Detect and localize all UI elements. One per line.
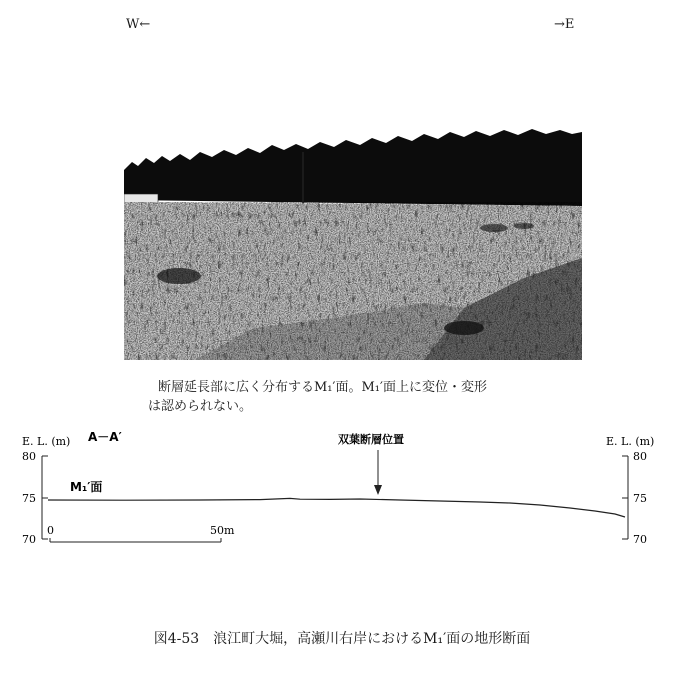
scale-start-label: 0	[47, 524, 54, 537]
photo-caption-line2: は認められない。	[148, 399, 253, 414]
west-direction-label: W←	[126, 17, 151, 32]
ground-profile-line	[48, 498, 625, 517]
section-label: A－A′	[88, 430, 122, 444]
east-direction-label: →E	[554, 17, 575, 32]
photo-caption	[148, 378, 538, 416]
right-tick-label-75: 75	[633, 492, 647, 505]
right-tick-label-70: 70	[633, 533, 647, 546]
scale-end-label: 50m	[210, 524, 235, 537]
photo-caption-line1: 断層延長部に広く分布するM₁′面。M₁′面上に変位・変形	[158, 380, 487, 395]
figure-caption: 図4-53 浪江町大堀，高瀬川右岸におけるM₁′面の地形断面	[153, 631, 531, 647]
right-axis-label: E. L. (m)	[606, 435, 655, 448]
left-tick-label-75: 75	[22, 492, 36, 505]
surface-label: M₁′面	[70, 480, 103, 494]
left-tick-label-70: 70	[22, 533, 36, 546]
left-axis-label: E. L. (m)	[22, 435, 71, 448]
right-tick-label-80: 80	[633, 450, 647, 463]
topographic-profile	[0, 425, 684, 555]
field-photograph	[124, 128, 582, 360]
fault-arrow-head	[374, 485, 382, 495]
greenhouse	[124, 194, 158, 203]
left-tick-label-80: 80	[22, 450, 36, 463]
fault-label: 双葉断層位置	[338, 433, 404, 446]
